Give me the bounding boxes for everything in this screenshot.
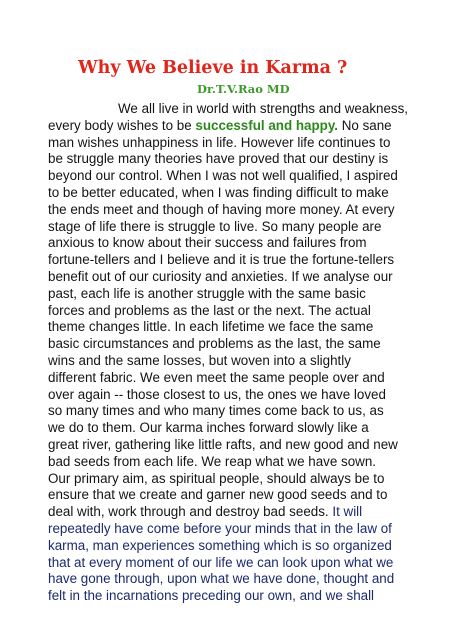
body-line: anxious to know about their success and failures from — [48, 235, 367, 251]
body-line: beyond our control. When I was not well qualified, I aspired — [48, 168, 398, 184]
body-line: ensure that we create and garner new good seeds and to — [48, 487, 388, 503]
body-line — [48, 504, 408, 521]
body-line: We all live in world with strengths and weakness, — [118, 101, 409, 116]
highlight-phrase: successful and happy. — [195, 117, 339, 133]
body-line: wins and the same losses, but woven into a slightly — [48, 352, 351, 368]
body-text-run: No sane — [338, 117, 392, 133]
body-text-run: deal with, work through and destroy bad seeds. — [48, 504, 333, 520]
document-title: Why We Believe in Karma ? — [78, 58, 348, 78]
body-line: great river, gathering like little rafts, and new good and new — [48, 436, 398, 452]
body-line: benefit out of our curiosity and anxieties. If we analyse our — [48, 268, 393, 284]
body-line: theme changes little. In each lifetime we face the same — [48, 319, 374, 335]
body-line: to be better educated, when I was finding difficult to make — [48, 184, 389, 200]
emphasis-run: It will — [332, 504, 363, 520]
body-line: repeatedly have come before your minds that in the law of — [48, 520, 392, 536]
body-line: be struggle many theories have proved that our destiny is — [48, 151, 389, 167]
body-line: fortune-tellers and I believe and it is true the fortune-tellers — [48, 252, 395, 268]
body-line: felt in the incarnations preceding our own, and we shall — [48, 588, 375, 604]
body-line: forces and problems as the last or the next. The actual — [48, 302, 371, 318]
body-line: Our primary aim, as spiritual people, should always be to — [48, 470, 385, 486]
body-line: past, each life is another struggle with the same basic — [48, 285, 366, 301]
body-text — [48, 101, 408, 605]
body-line: have gone through, upon what we have done, thought and — [48, 571, 395, 587]
body-line: so many times and who many times come back to us, as — [48, 403, 384, 419]
body-text-run: every body wishes to be — [48, 117, 196, 133]
body-line: we do to them. Our karma inches forward slowly like a — [48, 420, 369, 436]
document-author: Dr.T.V.Rao MD — [197, 82, 290, 96]
body-line: the ends meet and though of having more money. At every — [48, 201, 395, 217]
body-line — [48, 118, 408, 135]
body-line: that at every moment of our life we can look upon what we — [48, 554, 394, 570]
body-line: stage of life there is struggle to live. So many people are — [48, 218, 382, 234]
body-line: karma, man experiences something which is so organized — [48, 537, 392, 553]
body-line: basic circumstances and problems as the last, the same — [48, 336, 381, 352]
body-line: over again -- those closest to us, the ones we have loved — [48, 386, 386, 402]
body-line: man wishes unhappiness in life. However life continues to — [48, 134, 391, 150]
body-line: bad seeds from each life. We reap what we have sown. — [48, 453, 376, 469]
body-line: different fabric. We even meet the same people over and — [48, 369, 385, 385]
